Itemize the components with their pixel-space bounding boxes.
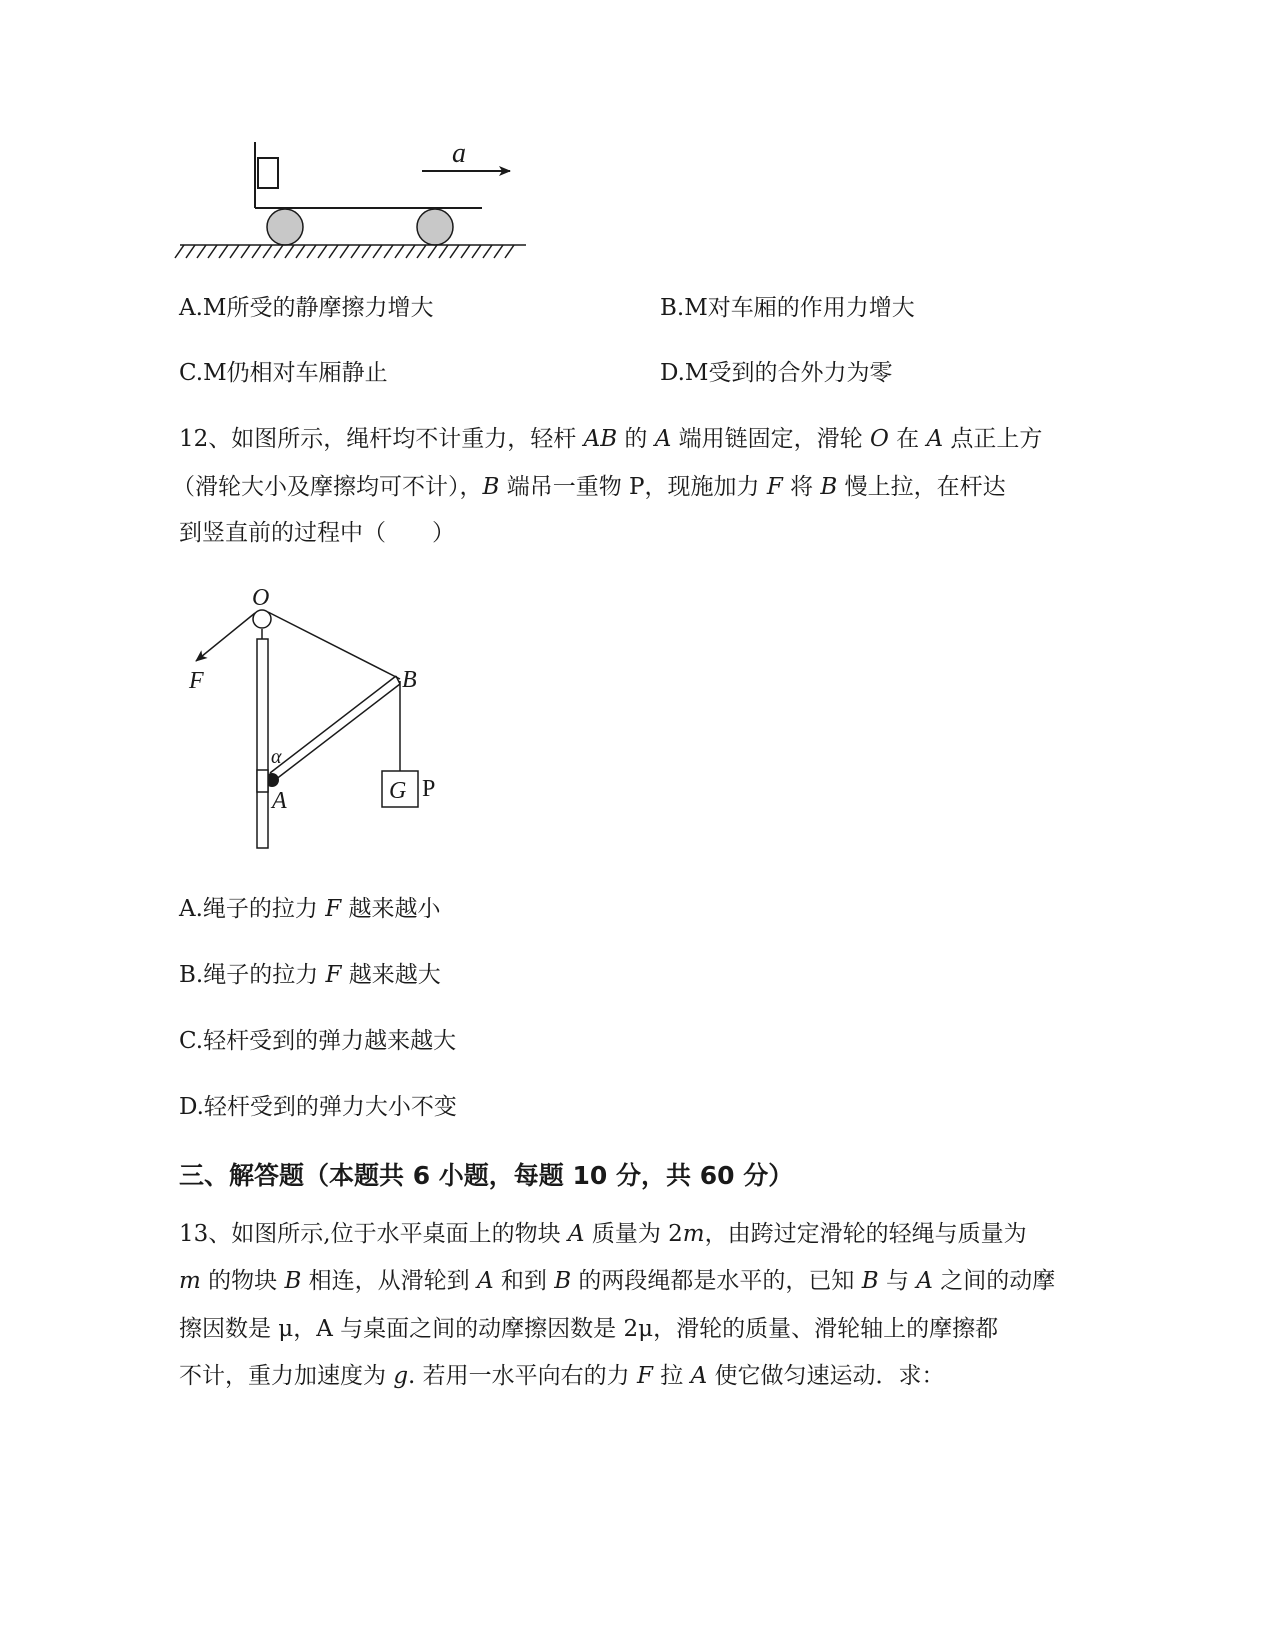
q11-option-d: D.M受到的合外力为零 (660, 360, 893, 386)
option-text: B.绳子的拉力 (179, 962, 326, 988)
label-f: F (189, 668, 204, 694)
q13-text: 质量为 2 (584, 1221, 683, 1247)
q12-text: 端用链固定，滑轮 (671, 426, 870, 452)
q13-text: 的两段绳都是水平的，已知 (571, 1268, 862, 1294)
q13-text: . 若用一水平向右的力 (408, 1363, 637, 1389)
rod-ab (270, 676, 400, 780)
q12-text: 端吊一重物 P，现施加力 (499, 474, 767, 500)
q12-stem-line3: 到竖直前的过程中（ ） (179, 520, 455, 546)
q12-var: O (869, 426, 889, 452)
cart-figure (170, 130, 540, 265)
q12-text: 慢上拉，在杆达 (837, 474, 1006, 500)
cart-wheel-left (267, 209, 303, 245)
q13-text: 拉 (652, 1363, 691, 1389)
q12-var: B (482, 474, 500, 500)
q12-var: F (766, 474, 783, 500)
q13-text: 13、如图所示,位于水平桌面上的物块 (179, 1221, 568, 1247)
q11-option-c: C.M仍相对车厢静止 (179, 360, 388, 386)
q12-stem-line2 (172, 463, 1006, 511)
section-heading: 三、解答题（本题共 6 小题，每题 10 分，共 60 分） (179, 1161, 794, 1190)
option-var: F (325, 962, 342, 988)
q12-var: B (820, 474, 838, 500)
q13-var: m (682, 1221, 705, 1247)
q12-option-d: D.轻杆受到的弹力大小不变 (179, 1094, 457, 1120)
option-text: A.绳子的拉力 (179, 896, 326, 922)
q13-var: g (393, 1363, 409, 1389)
q13-var: A (916, 1268, 933, 1294)
q12-var: A (654, 426, 672, 452)
q13-stem-line3: 擦因数是 μ，A 与桌面之间的动摩擦因数是 2μ，滑轮的质量、滑轮轴上的摩擦都 (179, 1316, 999, 1342)
q12-var: A (926, 426, 944, 452)
option-var: F (325, 896, 342, 922)
cart-frame (255, 142, 482, 208)
option-text: 越来越大 (341, 962, 441, 988)
q12-stem-line1 (179, 415, 1042, 463)
q13-var: A (567, 1221, 585, 1247)
rope-ob (268, 612, 400, 679)
label-g: G (389, 778, 407, 804)
ground-hatching (175, 245, 526, 258)
force-f-arrow (196, 613, 255, 661)
q13-text: 的物块 (200, 1268, 285, 1294)
label-a: A (272, 788, 287, 814)
cart-wheel-right (417, 209, 453, 245)
q13-text: 使它做匀速运动．求： (707, 1363, 945, 1389)
q13-text: 相连，从滑轮到 (301, 1268, 477, 1294)
label-o: O (252, 585, 270, 611)
q12-var: AB (583, 426, 618, 452)
q12-text: （滑轮大小及摩擦均可不计）， (172, 474, 483, 500)
q13-var: F (636, 1363, 653, 1389)
q12-option-a (179, 893, 441, 925)
label-alpha: α (271, 746, 282, 768)
q12-text: 12、如图所示，绳杆均不计重力，轻杆 (179, 426, 584, 452)
q12-option-c: C.轻杆受到的弹力越来越大 (179, 1028, 457, 1054)
pulley-rod-figure (180, 575, 460, 860)
q13-var: m (179, 1268, 201, 1294)
q12-text: 的 (617, 426, 655, 452)
q11-option-b: B.M对车厢的作用力增大 (660, 295, 915, 321)
vertical-post (257, 639, 268, 848)
q13-var: B (554, 1268, 572, 1294)
q12-text: 将 (782, 474, 821, 500)
label-p: P (422, 776, 436, 802)
q13-text: 之间的动摩 (932, 1268, 1056, 1294)
q13-stem-line1 (179, 1210, 1027, 1258)
q13-var: A (690, 1363, 708, 1389)
option-text: 越来越小 (341, 896, 441, 922)
q13-text: 与 (878, 1268, 917, 1294)
q13-var: A (476, 1268, 494, 1294)
label-b: B (402, 667, 417, 693)
q13-text: 不计，重力加速度为 (179, 1363, 394, 1389)
q12-text: 在 (888, 426, 927, 452)
q12-text: 点正上方 (943, 426, 1043, 452)
q13-var: B (284, 1268, 302, 1294)
accel-label: a (452, 138, 466, 169)
q13-text: ，由跨过定滑轮的轻绳与质量为 (704, 1221, 1027, 1247)
q11-option-a: A.M所受的静摩擦力增大 (179, 295, 434, 321)
q13-stem-line2 (179, 1257, 1055, 1305)
q12-option-b (179, 959, 441, 991)
q13-stem-line4 (179, 1352, 945, 1400)
q13-var: B (861, 1268, 879, 1294)
block-m (258, 158, 278, 188)
q13-text: 和到 (493, 1268, 555, 1294)
